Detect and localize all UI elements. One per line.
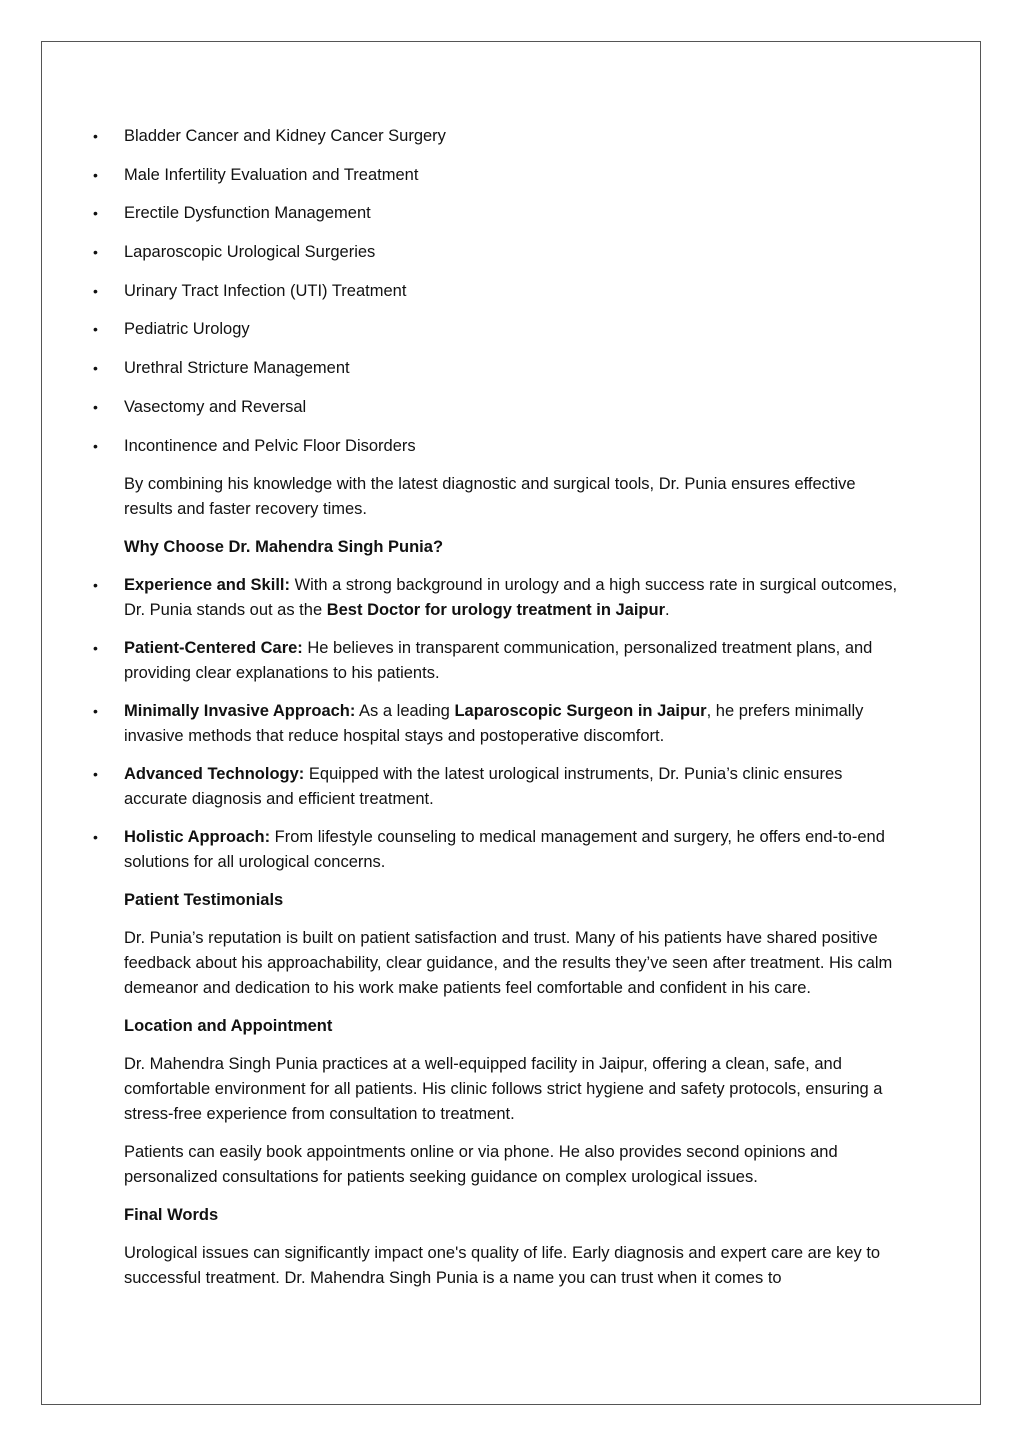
list-item: • Male Infertility Evaluation and Treatment: [62, 163, 899, 188]
bullet-icon: •: [93, 244, 98, 261]
list-item: • Incontinence and Pelvic Floor Disorders: [62, 434, 899, 459]
list-item: • Erectile Dysfunction Management: [62, 201, 899, 226]
bullet-icon: •: [93, 398, 98, 415]
final-words-heading: Final Words: [124, 1205, 219, 1224]
why-choose-heading: Why Choose Dr. Mahendra Singh Punia?: [124, 537, 444, 556]
location-paragraph: Dr. Mahendra Singh Punia practices at a well-equipped facility in Jaipur, offering a clean, safe, and comfortable environment for all patients. His clinic follows strict hygiene and safety protocols, ensuring a stress-free experience from consultation to treatment.: [124, 1054, 883, 1123]
final-paragraph: Urological issues can significantly impact one's quality of life. Early diagnosis and expert care are key to successful treatment. Dr. Mahendra Singh Punia is a name you can trust when it comes to: [124, 1243, 881, 1287]
list-item: • Pediatric Urology: [62, 317, 899, 342]
reason-emphasis: Best Doctor for urology treatment in Jaipur: [326, 600, 666, 619]
location-heading: Location and Appointment: [124, 1016, 333, 1035]
bullet-icon: •: [93, 282, 98, 299]
services-list: [93, 124, 899, 459]
reason-item: [62, 573, 899, 623]
bullet-icon: •: [93, 360, 98, 377]
testimonials-heading: Patient Testimonials: [124, 890, 284, 909]
list-item: • Urinary Tract Infection (UTI) Treatment: [62, 279, 899, 304]
reason-tail: , he prefers minimally invasive methods that reduce hospital stays and postoperative discomfort.: [124, 701, 864, 745]
reason-item: [62, 699, 899, 749]
bullet-icon: •: [93, 639, 98, 656]
bullet-icon: •: [93, 437, 98, 454]
reason-label: Holistic Approach:: [124, 827, 271, 846]
reason-label: Advanced Technology:: [124, 764, 305, 783]
reason-tail: .: [665, 600, 670, 619]
testimonials-paragraph: Dr. Punia’s reputation is built on patient satisfaction and trust. Many of his patients have shared positive feedback about his approachability, clear guidance, and the results they’ve seen after treatment. His calm demeanor and dedication to his work make patients feel comfortable and confident in his care.: [124, 928, 893, 997]
reason-label: Experience and Skill:: [124, 575, 290, 594]
reason-text: He believes in transparent communication, personalized treatment plans, and providing clear explanations to his patients.: [124, 638, 873, 682]
bullet-icon: •: [93, 702, 98, 719]
list-item: • Bladder Cancer and Kidney Cancer Surgery: [62, 124, 899, 149]
list-item: • Vasectomy and Reversal: [62, 395, 899, 420]
list-item: • Laparoscopic Urological Surgeries: [62, 240, 899, 265]
reason-text: As a leading: [355, 701, 455, 720]
reason-emphasis: Laparoscopic Surgeon in Jaipur: [454, 701, 707, 720]
bullet-icon: •: [93, 166, 98, 183]
bullet-icon: •: [93, 828, 98, 845]
bullet-icon: •: [93, 321, 98, 338]
reason-label: Minimally Invasive Approach:: [124, 701, 356, 720]
bullet-icon: •: [93, 576, 98, 593]
appointment-paragraph: Patients can easily book appointments online or via phone. He also provides second opinions and personalized consultations for patients seeking guidance on complex urological issues.: [124, 1142, 838, 1186]
reason-label: Patient-Centered Care:: [124, 638, 303, 657]
bullet-icon: •: [93, 765, 98, 782]
bullet-icon: •: [93, 205, 98, 222]
reasons-list: [93, 573, 899, 875]
reason-text: From lifestyle counseling to medical management and surgery, he offers end-to-end solutions for all urological concerns.: [124, 827, 885, 871]
list-item: • Urethral Stricture Management: [62, 356, 899, 381]
reason-item: [62, 636, 899, 686]
reason-text: With a strong background in urology and a high success rate in surgical outcomes, Dr. Punia stands out as the: [124, 575, 898, 619]
reason-item: [62, 762, 899, 812]
intro-paragraph: By combining his knowledge with the latest diagnostic and surgical tools, Dr. Punia ensures effective results and faster recovery times.: [124, 474, 856, 518]
bullet-icon: •: [93, 128, 98, 144]
reason-text: Equipped with the latest urological instruments, Dr. Punia’s clinic ensures accurate diagnosis and efficient treatment.: [124, 764, 843, 808]
reason-item: [62, 825, 899, 875]
document-content: [93, 124, 899, 1304]
